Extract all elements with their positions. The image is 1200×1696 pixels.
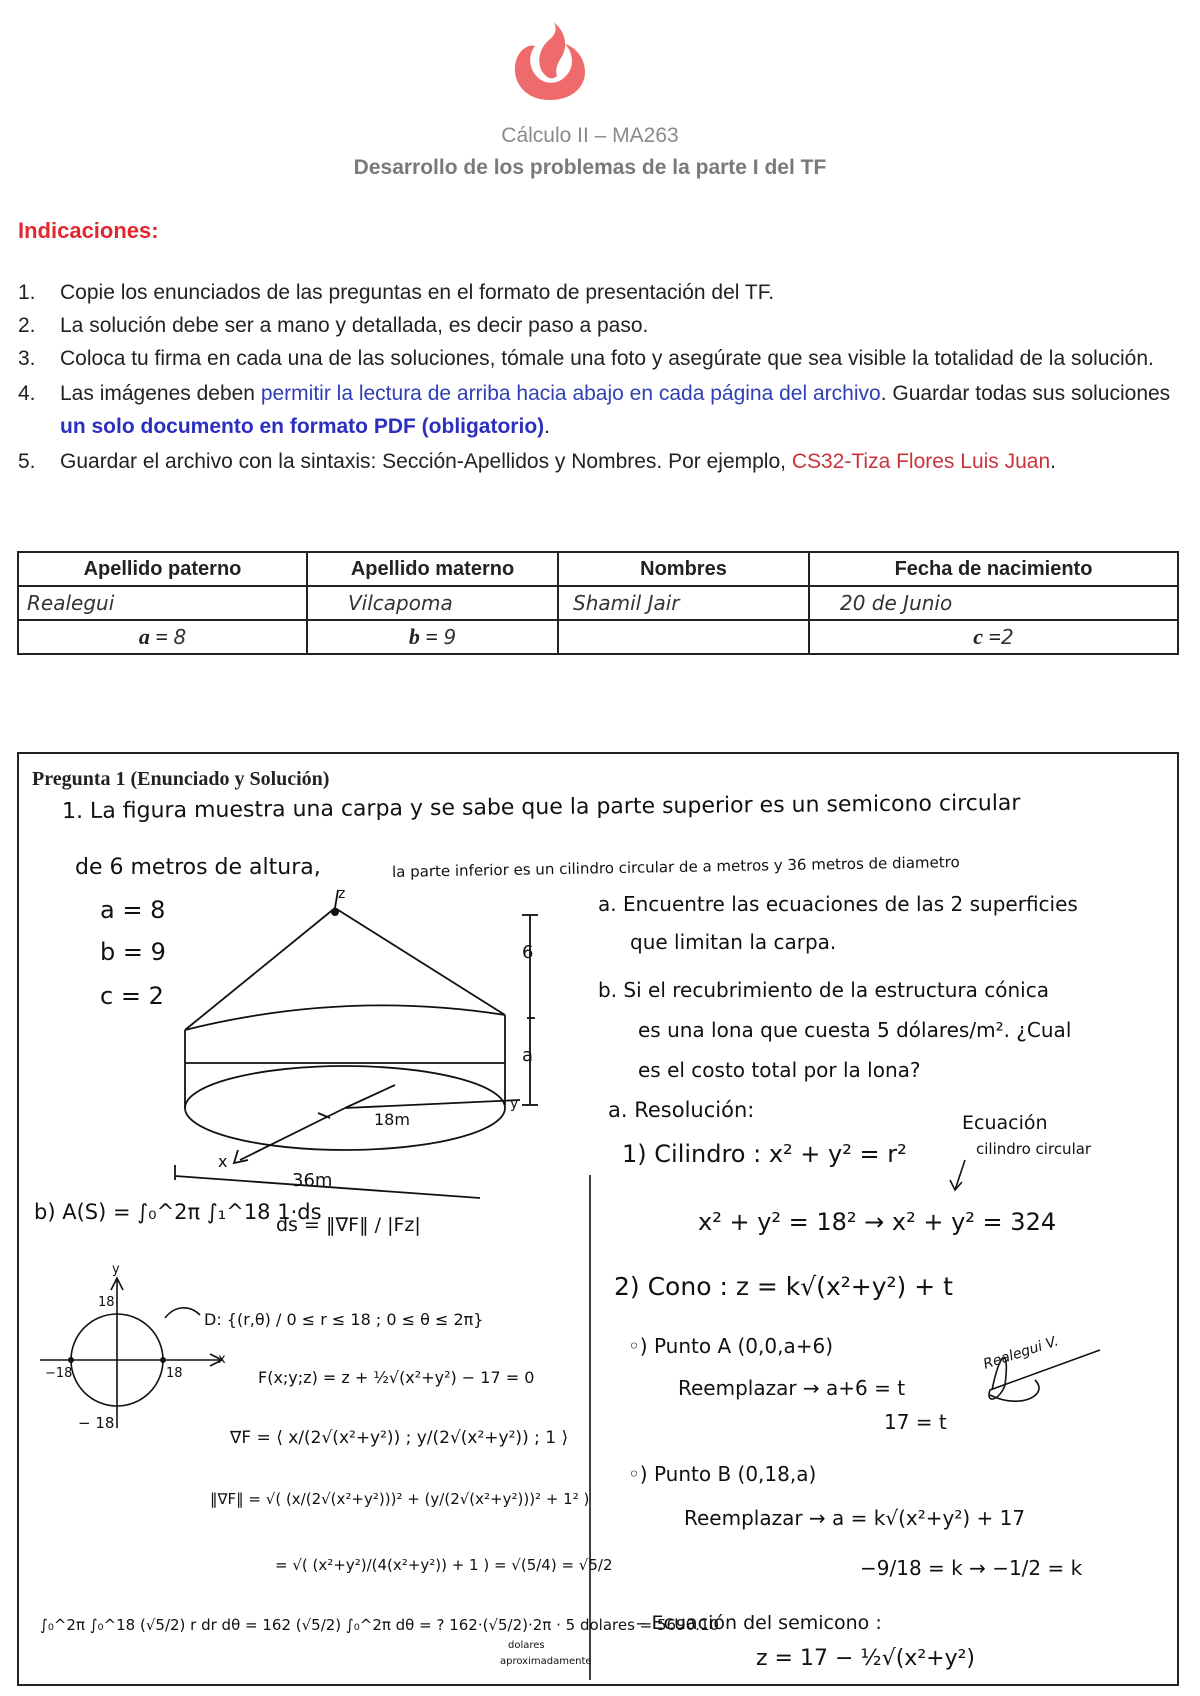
- cylinder-note-1: Ecuación: [962, 1112, 1048, 1134]
- final-integral: ∫₀^2π ∫₀^18 (√5/2) r dr dθ = 162 (√5/2) ∫₀^2π dθ = ? 162·(√5/2)·2π · 5 dolares = 5690.10: [40, 1616, 720, 1634]
- t-value: 17 = t: [884, 1410, 947, 1434]
- col-nombres: Nombres: [558, 552, 809, 586]
- point-b: ◦) Punto B (0,18,a): [628, 1462, 817, 1486]
- circle-axis-x: x: [218, 1352, 226, 1367]
- cell-nombres: Shamil Jair: [558, 586, 809, 620]
- replace-b: Reemplazar → a = k√(x²+y²) + 17: [684, 1506, 1026, 1530]
- col-apellido-paterno: Apellido paterno: [18, 552, 307, 586]
- resolution-heading: a. Resolución:: [608, 1098, 755, 1122]
- circle-label-right: 18: [166, 1366, 183, 1381]
- instruction-item: 2. La solución debe ser a mano y detallada, es decir paso a paso.: [18, 314, 649, 337]
- statement-line-2a: de 6 metros de altura,: [75, 855, 321, 880]
- question-b-line-1: b. Si el recubrimiento de la estructura cónica: [598, 978, 1049, 1002]
- gradient: ∇F = ⟨ x/(2√(x²+y²)) ; y/(2√(x²+y²)) ; 1 ⟩: [230, 1428, 569, 1448]
- gradient-norm: ‖∇F‖ = √( (x/(2√(x²+y²)))² + (y/(2√(x²+y²)))² + 1² ): [210, 1490, 590, 1508]
- fig-label-diameter: 36m: [292, 1170, 333, 1191]
- param-a: a = 8: [100, 896, 166, 924]
- function-f: F(x;y;z) = z + ½√(x²+y²) − 17 = 0: [258, 1368, 535, 1387]
- cone-eq-title: – Ecuación del semicono :: [636, 1612, 882, 1634]
- replace-a: Reemplazar → a+6 = t: [678, 1376, 906, 1400]
- highlight-text: permitir la lectura de arriba hacia abajo en cada página del archivo: [260, 382, 881, 405]
- point-a: ◦) Punto A (0,0,a+6): [628, 1334, 833, 1358]
- cell-b: b = 9: [307, 620, 558, 654]
- approx-note-1: dolares: [508, 1640, 545, 1651]
- pregunta-title: Pregunta 1 (Enunciado y Solución): [32, 768, 330, 790]
- fig-label-y: y: [510, 1096, 519, 1112]
- circle-label-top: 18: [98, 1295, 115, 1310]
- example-filename: CS32-Tiza Flores Luis Juan: [791, 450, 1051, 473]
- question-a-line-1: a. Encuentre las ecuaciones de las 2 superficies: [598, 892, 1078, 916]
- col-fecha-nacimiento: Fecha de nacimiento: [809, 552, 1178, 586]
- cylinder-eq-specific: x² + y² = 18² → x² + y² = 324: [698, 1208, 1057, 1236]
- cone-eq-final: z = 17 − ½√(x²+y²): [756, 1646, 976, 1671]
- instruction-item: 1. Copie los enunciados de las preguntas en el formato de presentación del TF.: [18, 281, 775, 304]
- indicaciones-heading: Indicaciones:: [18, 218, 159, 243]
- highlight-bold-text: un solo documento en formato PDF (obligatorio): [60, 415, 545, 438]
- cell-fecha: 20 de Junio: [809, 586, 1178, 620]
- document-subtitle: Desarrollo de los problemas de la parte I del TF: [353, 156, 827, 179]
- k-value: −9/18 = k → −1/2 = k: [860, 1556, 1083, 1580]
- circle-axis-y: y: [112, 1262, 120, 1277]
- param-b: b = 9: [100, 938, 166, 966]
- polar-domain: D: {(r,θ) / 0 ≤ r ≤ 18 ; 0 ≤ θ ≤ 2π}: [204, 1310, 484, 1329]
- cell-c: c =2: [809, 620, 1178, 654]
- circle-label-left: −18: [45, 1366, 73, 1381]
- fig-label-x: x: [218, 1152, 228, 1171]
- cylinder-note-2: cilindro circular: [976, 1140, 1092, 1158]
- fig-label-z: z: [338, 886, 346, 902]
- instruction-item: 3. Coloca tu firma en cada una de las soluciones, tómale una foto y asegúrate que sea visible la totalidad de la solución.: [18, 347, 1154, 370]
- fig-label-six: 6: [522, 942, 534, 963]
- question-b-line-2: es una lona que cuesta 5 dólares/m². ¿Cual: [638, 1018, 1072, 1042]
- cell-apellido-materno: Vilcapoma: [307, 586, 558, 620]
- ds-formula: ds = ‖∇F‖ / |Fz|: [276, 1214, 421, 1236]
- cylinder-eq-general: 1) Cilindro : x² + y² = r²: [622, 1140, 907, 1168]
- cell-a: a = 8: [18, 620, 307, 654]
- course-title: Cálculo II – MA263: [501, 124, 679, 147]
- gradient-norm-simplified: = √( (x²+y²)/(4(x²+y²)) + 1 ) = √(5/4) = √5/2: [275, 1556, 613, 1574]
- fig-label-radius: 18m: [374, 1110, 410, 1129]
- circle-label-bottom: − 18: [78, 1414, 115, 1432]
- signature: Realegui V.: [981, 1333, 1061, 1373]
- statement-line-1: 1. La figura muestra una carpa y se sabe que la parte superior es un semicono circular: [61, 790, 1021, 825]
- instruction-item: 4. Las imágenes deben permitir la lectura de arriba hacia abajo en cada página del archivo. Guardar todas sus soluciones un solo documento en formato PDF (obligatorio).: [18, 382, 1171, 438]
- param-c: c = 2: [100, 982, 164, 1010]
- question-b-line-3: es el costo total por la lona?: [638, 1058, 921, 1082]
- cone-eq-general: 2) Cono : z = k√(x²+y²) + t: [614, 1272, 953, 1301]
- col-apellido-materno: Apellido materno: [307, 552, 558, 586]
- instruction-item: 5. Guardar el archivo con la sintaxis: Sección-Apellidos y Nombres. Por ejemplo, CS32-Tiza Flores Luis Juan.: [18, 450, 1056, 473]
- question-a-line-2: que limitan la carpa.: [630, 930, 837, 954]
- area-integral: b) A(S) = ∫₀^2π ∫₁^18 1·ds: [34, 1200, 322, 1224]
- cell-apellido-paterno: Realegui: [18, 586, 307, 620]
- fig-label-a: a: [522, 1045, 534, 1066]
- statement-line-2b: la parte inferior es un cilindro circular de a metros y 36 metros de diametro: [391, 853, 960, 881]
- approx-note-2: aproximadamente: [500, 1656, 592, 1667]
